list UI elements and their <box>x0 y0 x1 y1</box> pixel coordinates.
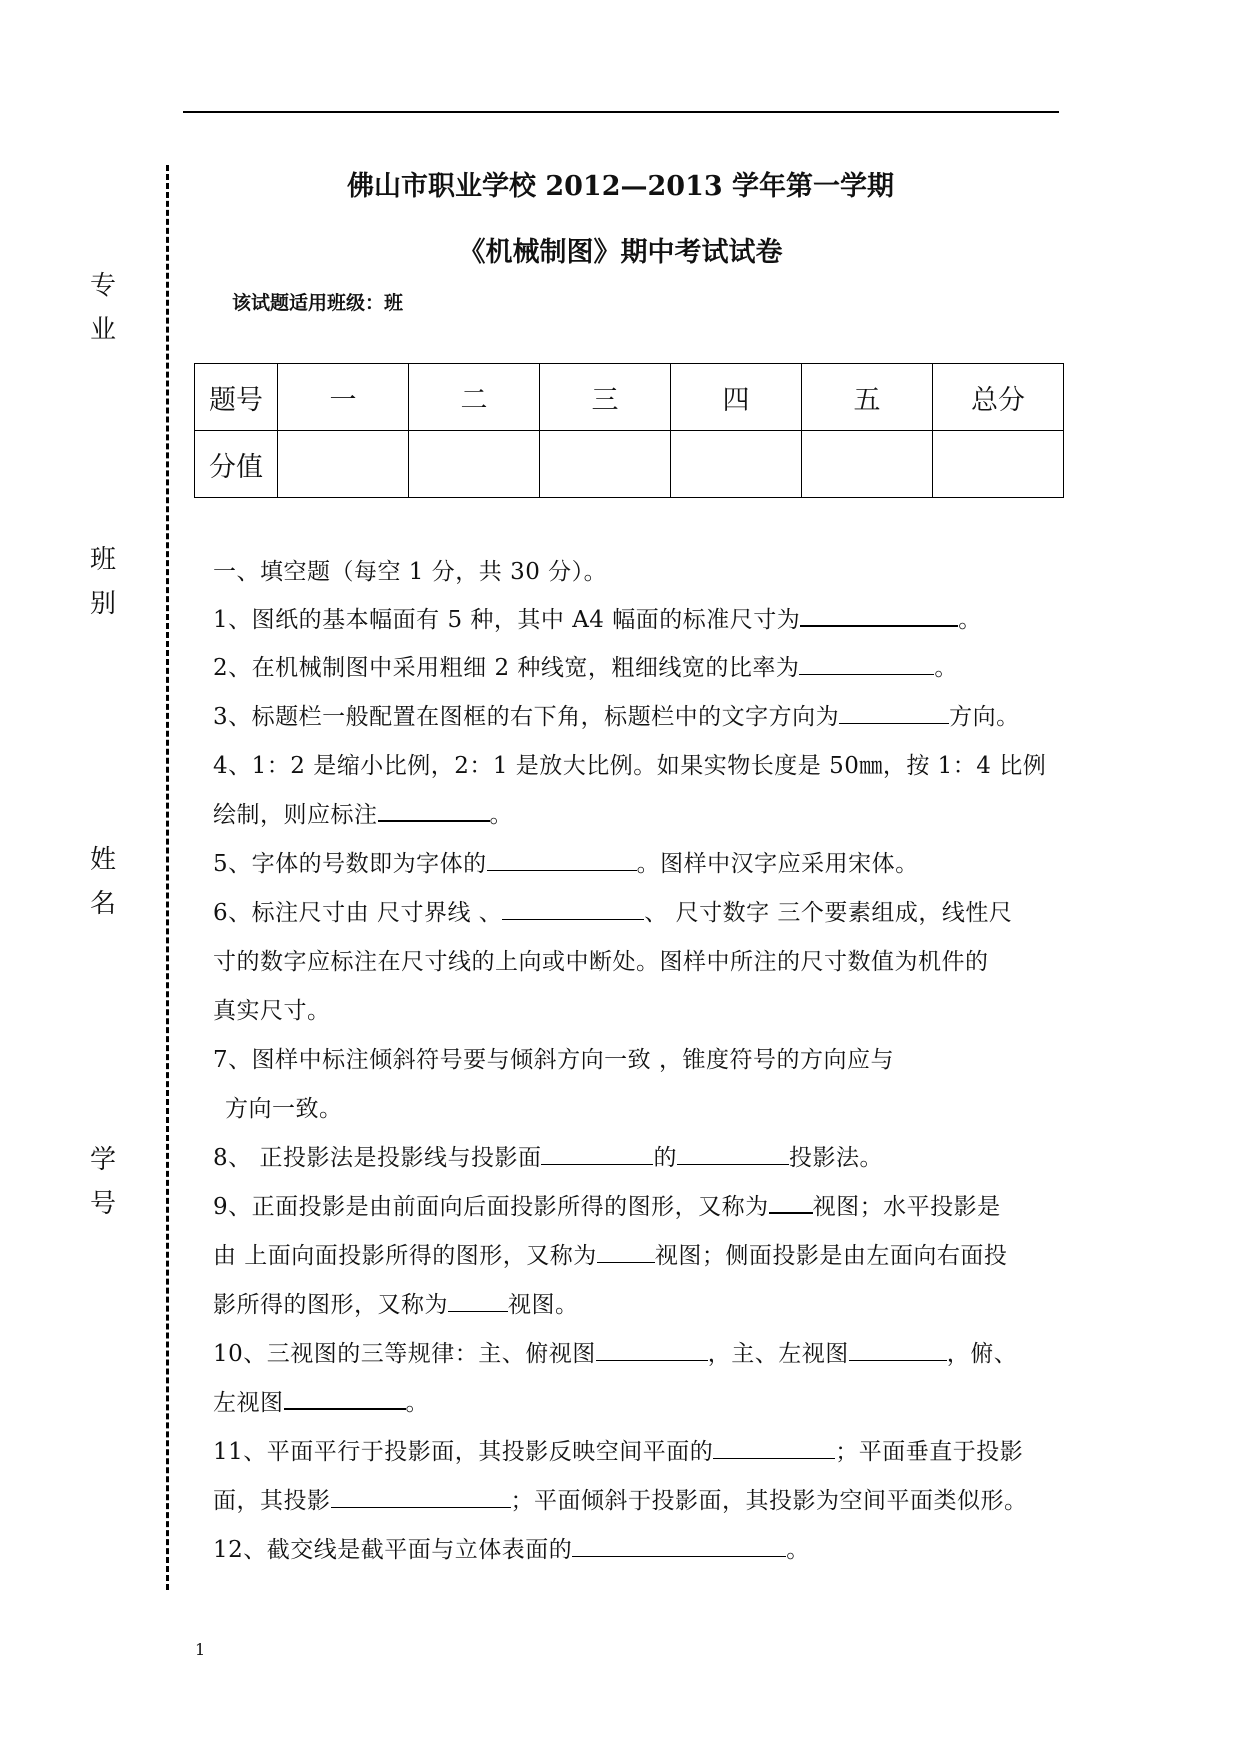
question-text: ；平面倾斜于投影面，其投影为空间平面类似形。 <box>510 1488 1028 1514</box>
score-table-value-row <box>195 431 1064 498</box>
question-1 <box>213 601 982 634</box>
question-text: 4、1：2 是缩小比例，2：1 是放大比例。如果实物长度是 50㎜，按 1：4 比例 <box>213 753 1047 779</box>
answer-blank[interactable] <box>487 848 637 871</box>
question-4 <box>213 747 1046 780</box>
question-12 <box>213 1531 810 1564</box>
section-heading: 一、填空题（每空 1 分，共 30 分）。 <box>213 559 608 585</box>
score-cell[interactable] <box>540 431 671 498</box>
question-text: 9、正面投影是由前面向后面投影所得的图形，又称为 <box>213 1194 769 1220</box>
question-5 <box>213 845 919 878</box>
answer-blank[interactable] <box>541 1142 653 1165</box>
binding-dashed-line <box>166 165 169 1590</box>
answer-blank[interactable] <box>597 1240 655 1263</box>
question-text: 视图；水平投影是 <box>812 1194 1001 1220</box>
question-text: 6、标注尺寸由 尺寸界线 、 <box>213 900 503 926</box>
question-text: 10、三视图的三等规律：主、俯视图 <box>213 1341 596 1367</box>
question-text: 由 上面向面投影所得的图形，又称为 <box>213 1243 597 1269</box>
question-10-cont <box>213 1384 429 1417</box>
question-text: 。 <box>489 802 513 828</box>
score-cell: 题号 <box>195 364 278 431</box>
side-label-student-id: 学号 <box>89 1145 116 1219</box>
top-rule <box>183 111 1059 113</box>
question-6 <box>213 894 1012 927</box>
question-6-cont2: 真实尺寸。 <box>213 998 331 1024</box>
exam-subtitle: 《机械制图》期中考试试卷 <box>458 237 783 268</box>
question-9 <box>213 1188 1001 1221</box>
answer-blank[interactable] <box>448 1289 508 1312</box>
answer-blank[interactable] <box>677 1142 789 1165</box>
question-4-cont <box>213 796 513 829</box>
question-7-cont: 方向一致。 <box>225 1096 343 1122</box>
question-6-cont: 寸的数字应标注在尺寸线的上向或中断处。图样中所注的尺寸数值为机件的 <box>213 949 989 975</box>
question-9-cont2 <box>213 1286 579 1319</box>
question-8 <box>213 1139 883 1172</box>
answer-blank[interactable] <box>284 1386 406 1410</box>
question-text: 影所得的图形，又称为 <box>213 1292 448 1318</box>
score-cell: 一 <box>278 364 409 431</box>
score-cell: 五 <box>802 364 933 431</box>
score-cell: 总分 <box>933 364 1064 431</box>
score-cell[interactable] <box>671 431 802 498</box>
score-table <box>194 363 1064 498</box>
question-text: 的 <box>653 1145 677 1171</box>
exam-title: 佛山市职业学校 2012—2013 学年第一学期 <box>346 171 895 202</box>
answer-blank[interactable] <box>849 1338 947 1361</box>
question-text: 、 尺寸数字 三个要素组成，线性尺 <box>644 900 1013 926</box>
question-text: 视图。 <box>508 1292 579 1318</box>
question-text: 1、图纸的基本幅面有 5 种，其中 A4 幅面的标准尺寸为 <box>213 607 801 633</box>
question-text: 左视图 <box>213 1390 284 1416</box>
question-text: ，主、左视图 <box>707 1341 849 1367</box>
question-text: 视图；侧面投影是由左面向右面投 <box>654 1243 1008 1269</box>
question-text: 。 <box>786 1537 810 1563</box>
answer-blank[interactable] <box>800 603 958 627</box>
question-text: 。 <box>934 655 958 681</box>
question-text: 。图样中汉字应采用宋体。 <box>636 851 919 877</box>
answer-blank[interactable] <box>839 701 949 724</box>
question-text: 12、截交线是截平面与立体表面的 <box>213 1537 573 1563</box>
answer-blank[interactable] <box>713 1436 835 1459</box>
answer-blank[interactable] <box>572 1534 786 1557</box>
score-table-header-row <box>195 364 1064 431</box>
answer-blank[interactable] <box>799 652 934 675</box>
question-text: 5、字体的号数即为字体的 <box>213 851 487 877</box>
score-cell: 分值 <box>195 431 278 498</box>
score-cell: 四 <box>671 364 802 431</box>
question-text: 绘制，则应标注 <box>213 802 378 828</box>
question-2 <box>213 649 958 682</box>
page-number: 1 <box>195 1640 206 1659</box>
question-text: 面，其投影 <box>213 1488 331 1514</box>
question-text: 。 <box>958 607 982 633</box>
score-cell[interactable] <box>933 431 1064 498</box>
question-text: 11、平面平行于投影面，其投影反映空间平面的 <box>213 1439 714 1465</box>
score-cell[interactable] <box>278 431 409 498</box>
applicable-class: 该试题适用班级：班 <box>232 292 404 314</box>
score-cell[interactable] <box>409 431 540 498</box>
question-11-cont <box>213 1482 1028 1515</box>
question-7: 7、图样中标注倾斜符号要与倾斜方向一致 ，锥度符号的方向应与 <box>213 1047 894 1073</box>
answer-blank[interactable] <box>378 798 490 822</box>
side-label-major: 专业 <box>89 271 116 345</box>
question-text: 2、在机械制图中采用粗细 2 种线宽，粗细线宽的比率为 <box>213 655 800 681</box>
answer-blank[interactable] <box>502 897 644 920</box>
question-text: 。 <box>405 1390 429 1416</box>
question-text: ，俯、 <box>946 1341 1018 1367</box>
score-cell[interactable] <box>802 431 933 498</box>
question-10 <box>213 1335 1017 1368</box>
question-9-cont <box>213 1237 1007 1270</box>
question-text: 投影法。 <box>788 1145 883 1171</box>
answer-blank[interactable] <box>596 1338 708 1361</box>
side-label-name: 姓名 <box>89 845 116 919</box>
answer-blank[interactable] <box>331 1485 511 1508</box>
question-text: 3、标题栏一般配置在图框的右下角，标题栏中的文字方向为 <box>213 704 840 730</box>
score-cell: 三 <box>540 364 671 431</box>
score-cell: 二 <box>409 364 540 431</box>
question-11 <box>213 1433 1023 1466</box>
question-text: 8、 正投影法是投影线与投影面 <box>213 1145 542 1171</box>
side-label-class: 班别 <box>89 545 116 619</box>
answer-blank[interactable] <box>769 1190 813 1214</box>
question-text: 方向。 <box>949 704 1020 730</box>
question-3 <box>213 698 1020 731</box>
question-text: ；平面垂直于投影 <box>835 1439 1024 1465</box>
